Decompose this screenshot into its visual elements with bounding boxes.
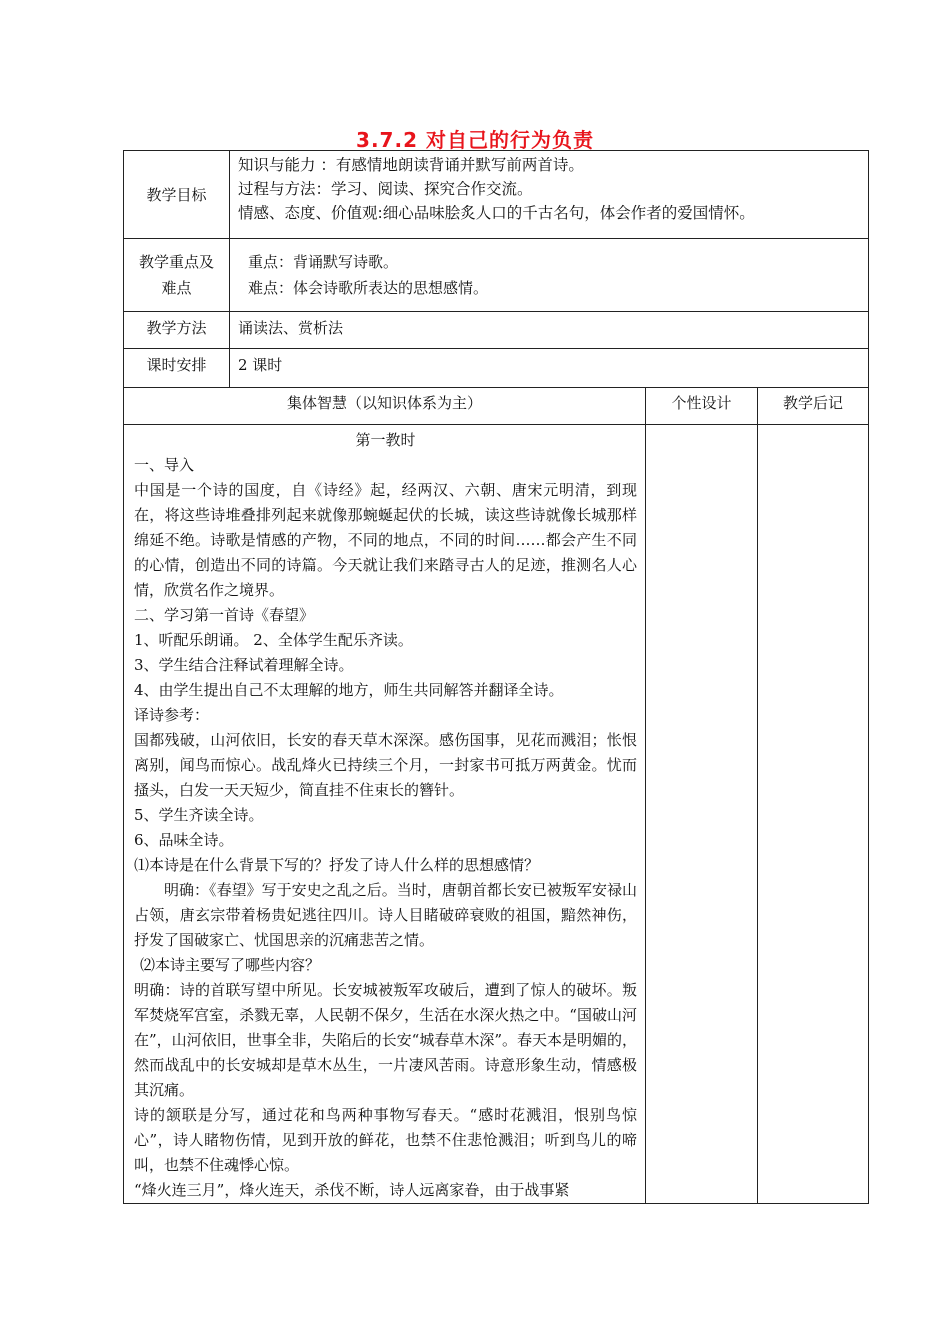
lesson-body: [124, 425, 646, 1204]
key-points-label-line1: 教学重点及: [138, 253, 214, 271]
translation-label: 译诗参考：: [134, 706, 210, 724]
question: ⑵本诗主要写了哪些内容？: [140, 956, 321, 974]
goal-process: 过程与方法：学习、阅读、探究合作交流。: [238, 180, 533, 198]
step-item: 3、学生结合注释试着理解全诗。: [134, 656, 354, 674]
key-difficulty: 难点：体会诗歌所表达的思想感情。: [248, 279, 489, 297]
method-label: 教学方法: [124, 312, 230, 349]
lesson-plan-table: [123, 150, 869, 1204]
schedule-value: 2 课时: [230, 349, 869, 388]
paragraph: “烽火连三月”，烽火连天，杀伐不断，诗人远离家眷，由于战事紧: [134, 1181, 570, 1199]
key-points-row: [124, 239, 869, 312]
teaching-notes-cell: [758, 425, 869, 1204]
lesson-body-row: [124, 425, 869, 1204]
paragraph: 诗的颔联是分写，通过花和鸟两种事物写春天。“感时花溅泪，恨别鸟惊心”，诗人睹物伤情，见到开放的鲜花，也禁不住悲怆溅泪；听到鸟儿的啼叫，也禁不住魂悸心惊。: [134, 1106, 637, 1174]
page-title: 3.7.2 对自己的行为负责: [356, 128, 594, 152]
key-points-label-line2: 难点: [161, 279, 192, 297]
paragraph: 国都残破，山河依旧，长安的春天草木深深。感伤国事，见花而溅泪；怅恨离别，闻鸟而惊心。战乱烽火已持续三个月，一封家书可抵万两黄金。忧而搔头，白发一天天短少，简直挂不住束长的簪针。: [134, 731, 637, 799]
step-item: 4、由学生提出自己不太理解的地方，师生共同解答并翻译全诗。: [134, 681, 564, 699]
paragraph: 中国是一个诗的国度，自《诗经》起，经两汉、六朝、唐宋元明清，到现在，将这些诗堆叠排列起来就像那蜿蜒起伏的长城，读这些诗就像长城那样绵延不绝。诗歌是情感的产物，不同的地点，不同的时间……都会产生不同的心情，创造出不同的诗篇。今天就让我们来踏寻古人的足迹，推测名人心情，欣赏名作之境界。: [134, 481, 637, 599]
method-value: 诵读法、赏析法: [230, 312, 869, 349]
column-header-row: [124, 388, 869, 425]
answer-paragraph: 明确：诗的首联写望中所见。长安城被叛军攻破后，遭到了惊人的破坏。叛军焚烧军宫室，杀戮无辜，人民朝不保夕，生活在水深火热之中。“国破山河在”，山河依旧，世事全非，失陷后的长安“城春草木深”。春天本是明媚的，然而战乱中的长安城却是草木丛生，一片凄风苦雨。诗意形象生动，情感极其沉痛。: [134, 981, 638, 1099]
personal-design-cell: [646, 425, 758, 1204]
lesson-period-title: 第一教时: [355, 431, 416, 449]
goal-emotion: 情感、态度、价值观:细心品味脍炙人口的千古名句，体会作者的爱国情怀。: [238, 204, 755, 222]
step-item: 5、学生齐读全诗。: [134, 806, 264, 824]
step-item: 6、品味全诗。: [134, 831, 234, 849]
section-heading: 一、导入: [134, 456, 195, 474]
answer-paragraph: 明确：《春望》写于安史之乱之后。当时，唐朝首都长安已被叛军安禄山占领，唐玄宗带着杨贵妃逃往四川。诗人目睹破碎衰败的祖国，黯然神伤，抒发了国破家亡、忧国思亲的沉痛悲苦之情。: [134, 881, 637, 949]
key-points-label: [124, 239, 230, 312]
notes-header: 教学后记: [758, 388, 869, 425]
method-row: [124, 312, 869, 349]
goals-label: 教学目标: [124, 151, 230, 239]
question: ⑴本诗是在什么背景下写的？抒发了诗人什么样的思想感情？: [134, 856, 540, 874]
key-points-content: [230, 239, 869, 312]
key-focus: 重点：背诵默写诗歌。: [248, 253, 399, 271]
collective-header: 集体智慧（以知识体系为主）: [124, 388, 646, 425]
schedule-label: 课时安排: [124, 349, 230, 388]
goals-content: [230, 151, 869, 239]
personal-header: 个性设计: [646, 388, 758, 425]
goal-knowledge: 知识与能力 ：有感情地朗读背诵并默写前两首诗。: [238, 156, 584, 174]
goals-row: [124, 151, 869, 239]
schedule-row: [124, 349, 869, 388]
step-item: 1、听配乐朗诵。 2、全体学生配乐齐读。: [134, 631, 413, 649]
section-heading: 二、学习第一首诗《春望》: [134, 606, 315, 624]
